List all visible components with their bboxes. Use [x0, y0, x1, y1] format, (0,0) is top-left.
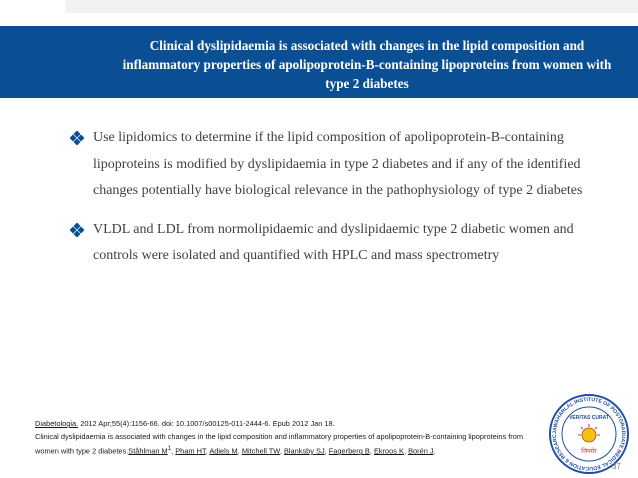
reference-authors-line: women with type 2 diabetes.Ståhlman $M^1$, Pham HT, Adiels M, Mitchell TW, Blanksby SJ, Fagerberg B, Ekroos K, Borén J.	[35, 445, 436, 456]
author-link[interactable]: Pham HT	[175, 446, 206, 456]
author-link[interactable]: Mitchell TW	[241, 446, 280, 456]
author-link[interactable]: Fagerberg B	[328, 446, 370, 456]
citation-text: 2012 Apr;55(4):1156-66. doi: 10.1007/s00125-011-2444-6. Epub 2012 Jan 18.	[78, 419, 335, 428]
journal-link[interactable]: Diabetologia.	[35, 419, 79, 428]
logo-ring-text: JAWAHARLAL INSTITUTE OF POSTGRADUATE MEDICAL EDUCATION & RESEARC	[551, 396, 627, 472]
bullet-text: Use lipidomics to determine if the lipid composition of apolipoprotein-B-containing lipoproteins is modified by dyslipidaemia in type 2 diabetes and if any of the identified changes potentially have biological relevance in the pathophysiology of type 2 diabetes	[93, 130, 583, 198]
logo-motto: VERITAS CURAT	[569, 415, 609, 421]
top-strip	[65, 0, 638, 13]
author-link[interactable]: Blanksby SJ	[283, 446, 325, 456]
author-link[interactable]: Ståhlman M	[128, 446, 168, 456]
slide-title: Clinical dyslipidaemia is associated with changes in the lipid composition and inflammatory properties of apolipoprotein-B-containing lipoproteins from women with type 2 diabetes	[122, 38, 612, 91]
author-link[interactable]: Adiels M	[209, 446, 238, 456]
reference-title-end: women with type 2 diabetes.	[35, 446, 129, 456]
bullet-item	[70, 217, 610, 270]
logo-hindi-text: जिपमेर	[581, 448, 597, 455]
bullet-list	[70, 125, 610, 282]
reference-citation-line	[35, 418, 535, 431]
reference-block	[35, 418, 535, 458]
page-number: 37	[612, 462, 621, 471]
author-link[interactable]: Ekroos K	[373, 446, 404, 456]
reference-title-line: Clinical dyslipidaemia is associated with changes in the lipid composition and inflammatory properties of apolipoprotein-B-containing lipoproteins from	[35, 431, 524, 441]
diamond-bullet-icon	[70, 131, 84, 145]
author-superscript: 1	[167, 445, 172, 452]
author-link[interactable]: Borén J	[408, 446, 434, 456]
diamond-bullet-icon	[70, 223, 84, 237]
bullet-item	[70, 125, 610, 205]
bullet-text: VLDL and LDL from normolipidaemic and dyslipidaemic type 2 diabetic women and controls were isolated and quantified with HPLC and mass spectrometry	[93, 221, 574, 263]
